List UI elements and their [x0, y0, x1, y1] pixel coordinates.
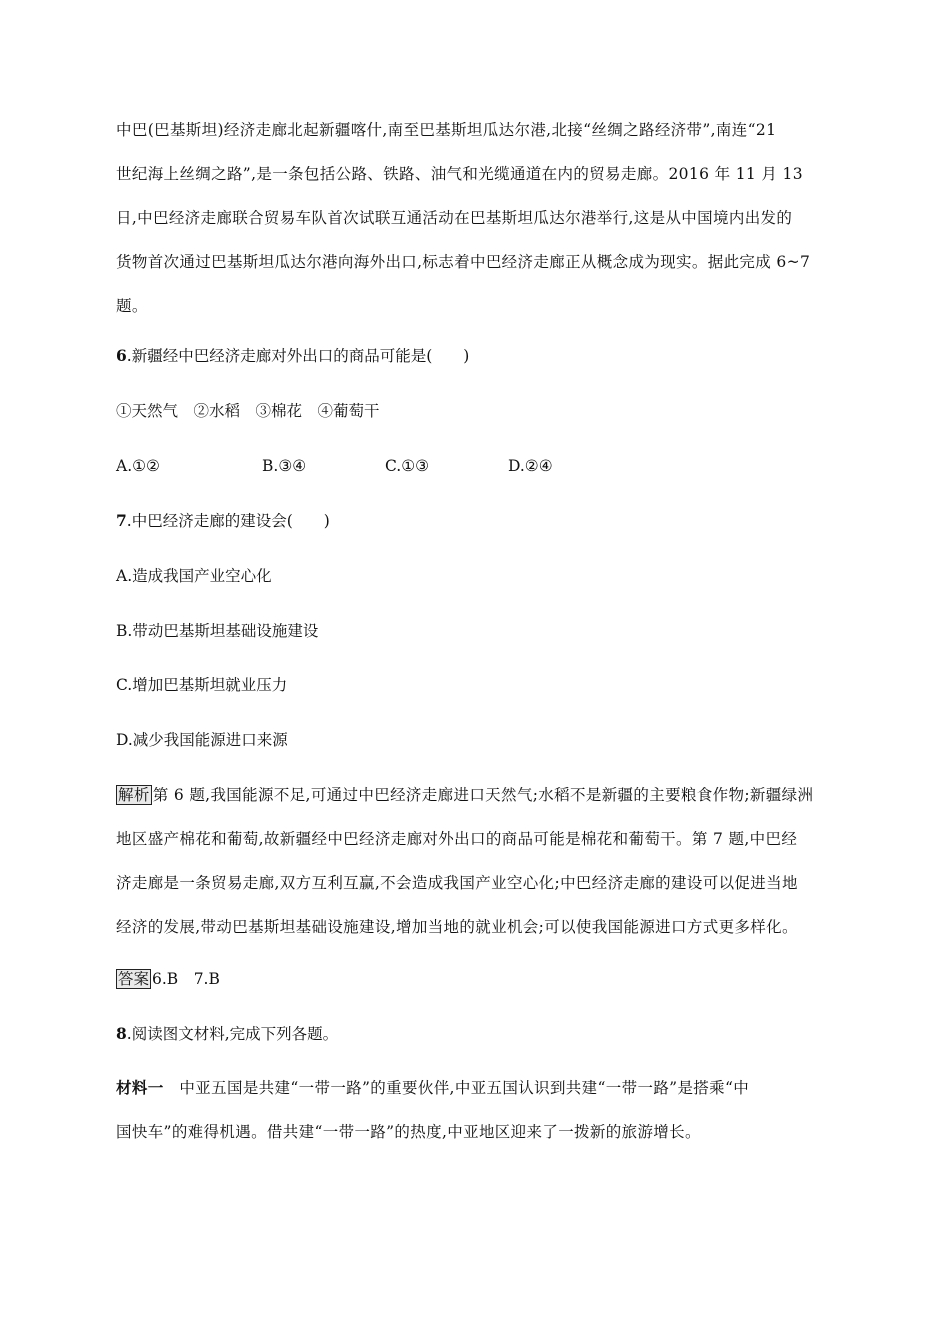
- analysis-line: 经济的发展,带动巴基斯坦基础设施建设,增加当地的就业机会;可以使我国能源进口方式更多样化。: [116, 918, 798, 936]
- answer-tag: 答案: [118, 970, 150, 988]
- intro-line: 中巴(巴基斯坦)经济走廊北起新疆喀什,南至巴基斯坦瓜达尔港,北接“丝绸之路经济带”,南连“21: [116, 121, 777, 139]
- intro-line: 世纪海上丝绸之路”,是一条包括公路、铁路、油气和光缆通道在内的贸易走廊。2016 年 11 月 13: [116, 165, 803, 183]
- intro-line: 货物首次通过巴基斯坦瓜达尔港向海外出口,标志着中巴经济走廊正从概念成为现实。据此完成 6~7: [116, 253, 811, 271]
- material-one-line: 国快车”的难得机遇。借共建“一带一路”的热度,中亚地区迎来了一拨新的旅游增长。: [116, 1123, 701, 1141]
- question-7-option-a: A.造成我国产业空心化: [116, 567, 272, 585]
- question-7-number: 7: [116, 511, 127, 530]
- analysis-text: 第 6 题,我国能源不足,可通过中巴经济走廊进口天然气;水稻不是新疆的主要粮食作物;新疆绿洲: [152, 786, 814, 804]
- question-6-option-b: B.③④: [262, 457, 307, 475]
- material-one-text: 中亚五国是共建“一带一路”的重要伙伴,中亚五国认识到共建“一带一路”是搭乘“中: [163, 1079, 750, 1097]
- intro-line: 日,中巴经济走廊联合贸易车队首次试联互通活动在巴基斯坦瓜达尔港举行,这是从中国境内出发的: [116, 209, 793, 227]
- material-one-label: 材料一: [116, 1078, 164, 1097]
- question-7-option-c: C.增加巴基斯坦就业压力: [116, 676, 288, 694]
- analysis-tag: 解析: [118, 786, 150, 804]
- analysis-line: 济走廊是一条贸易走廊,双方互利互赢,不会造成我国产业空心化;中巴经济走廊的建设可以促进当地: [116, 874, 798, 892]
- question-6-stem: [116, 346, 469, 366]
- analysis-line: [116, 785, 813, 805]
- material-one-line: [116, 1078, 749, 1098]
- question-7-text: .中巴经济走廊的建设会( ): [126, 512, 330, 530]
- question-6-text: .新疆经中巴经济走廊对外出口的商品可能是( ): [126, 347, 470, 365]
- question-8-number: 8: [116, 1024, 127, 1043]
- question-6-option-c: C.①③: [385, 457, 430, 475]
- answer-section: [116, 969, 220, 989]
- question-7-stem: [116, 511, 330, 531]
- intro-line: 题。: [116, 297, 148, 315]
- question-7-option-d: D.减少我国能源进口来源: [116, 731, 288, 749]
- question-6-items: ①天然气 ②水稻 ③棉花 ④葡萄干: [116, 402, 380, 420]
- analysis-line: 地区盛产棉花和葡萄,故新疆经中巴经济走廊对外出口的商品可能是棉花和葡萄干。第 7 题,中巴经: [116, 830, 798, 848]
- answer-text: 6.B 7.B: [152, 970, 220, 988]
- question-8-stem: [116, 1024, 338, 1044]
- question-6-option-a: A.①②: [116, 457, 160, 475]
- question-6-option-d: D.②④: [508, 457, 553, 475]
- question-8-text: .阅读图文材料,完成下列各题。: [126, 1025, 339, 1043]
- question-6-number: 6: [116, 346, 127, 365]
- question-7-option-b: B.带动巴基斯坦基础设施建设: [116, 622, 319, 640]
